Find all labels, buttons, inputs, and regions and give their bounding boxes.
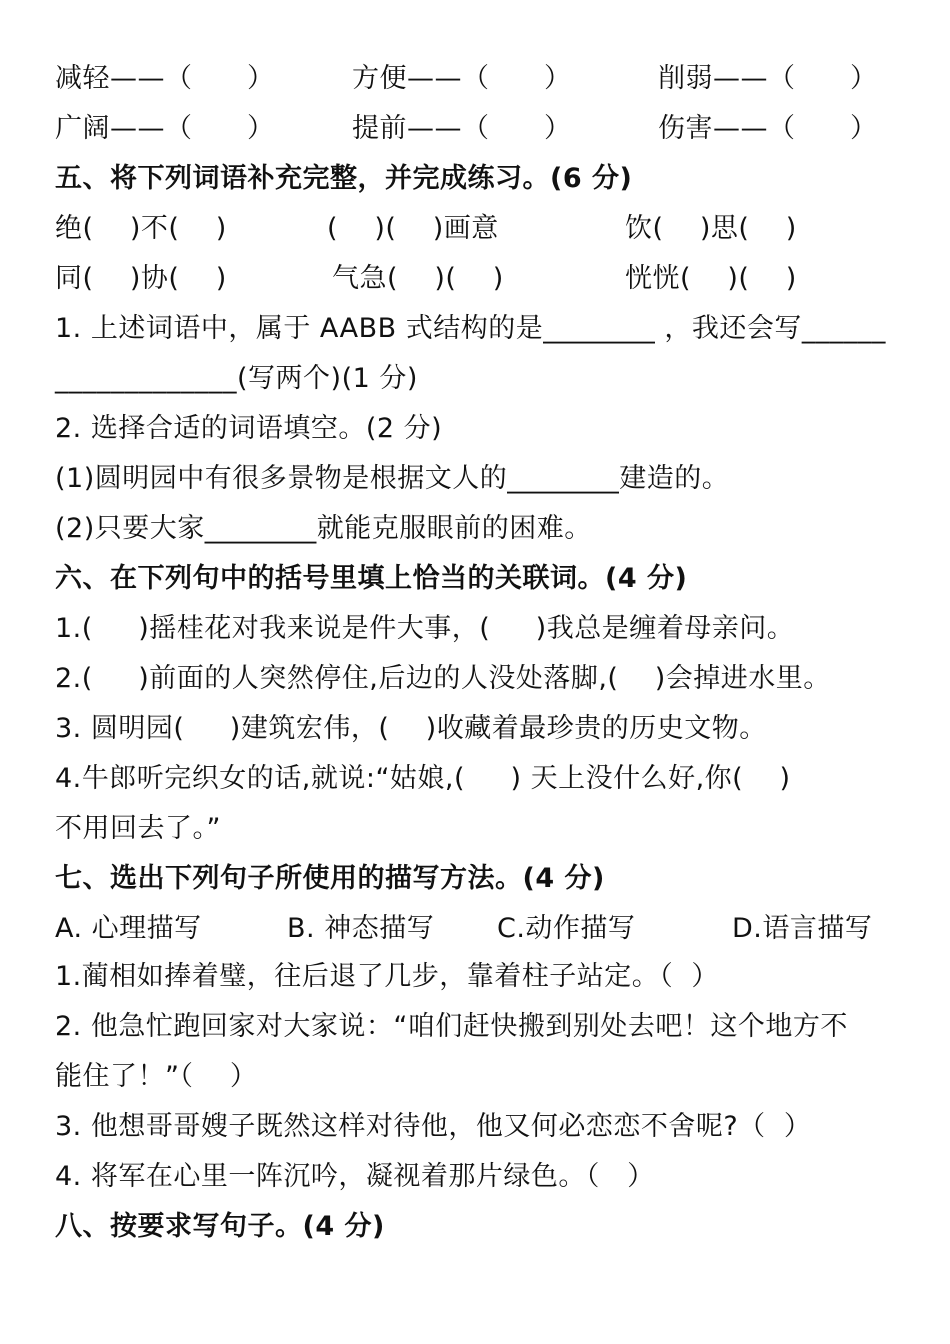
option-a: A. 心理描写 — [55, 913, 202, 944]
idiom-item: ( )( )画意 — [327, 213, 499, 244]
question-6-4-line-2: 不用回去了。” — [55, 813, 221, 844]
question-7-2-line-1: 2. 他急忙跑回家对大家说：“咱们赶快搬到别处去吧！这个地方不 — [55, 1011, 848, 1042]
question-6-1: 1.( )摇桂花对我来说是件大事，( )我总是缠着母亲问。 — [55, 613, 795, 644]
section-6-title: 六、在下列句中的括号里填上恰当的关联词。(4 分) — [55, 563, 688, 594]
section-5-title: 五、将下列词语补充完整，并完成练习。(6 分) — [55, 163, 633, 194]
section-7-title: 七、选出下列句子所使用的描写方法。(4 分) — [55, 863, 605, 894]
antonym-item: 方便——（ ） — [352, 63, 572, 94]
question-5-2-2: (2)只要大家________就能克服眼前的困难。 — [55, 513, 592, 544]
question-5-1-line-1: 1. 上述词语中，属于 AABB 式结构的是________ ，我还会写______ — [55, 313, 886, 344]
idiom-item: 绝( )不( ) — [55, 213, 227, 244]
antonym-item: 削弱——（ ） — [658, 63, 878, 94]
question-5-2: 2. 选择合适的词语填空。(2 分) — [55, 413, 443, 444]
question-7-1: 1.蔺相如捧着璧，往后退了几步，靠着柱子站定。（ ） — [55, 961, 719, 992]
question-5-2-1: (1)圆明园中有很多景物是根据文人的________建造的。 — [55, 463, 730, 494]
question-7-4: 4. 将军在心里一阵沉吟，凝视着那片绿色。（ ） — [55, 1161, 655, 1192]
question-5-1-line-2: _____________(写两个)(1 分) — [55, 363, 418, 394]
antonym-item: 广阔——（ ） — [55, 113, 275, 144]
question-7-3: 3. 他想哥哥嫂子既然这样对待他，他又何必恋恋不舍呢?（ ） — [55, 1111, 812, 1142]
idiom-item: 饮( )思( ) — [625, 213, 797, 244]
idiom-item: 恍恍( )( ) — [625, 263, 797, 294]
option-d: D.语言描写 — [732, 913, 873, 944]
question-6-4-line-1: 4.牛郎听完织女的话,就说:“姑娘,( ) 天上没什么好,你( ) — [55, 763, 791, 794]
option-b: B. 神态描写 — [287, 913, 435, 944]
antonym-item: 减轻——（ ） — [55, 63, 275, 94]
section-8-title: 八、按要求写句子。(4 分) — [55, 1211, 385, 1242]
question-6-2: 2.( )前面的人突然停住,后边的人没处落脚,( )会掉进水里。 — [55, 663, 831, 694]
idiom-item: 气急( )( ) — [332, 263, 504, 294]
antonym-item: 伤害——（ ） — [658, 113, 878, 144]
question-7-2-line-2: 能住了！”（ ） — [55, 1061, 258, 1092]
option-c: C.动作描写 — [497, 913, 636, 944]
question-6-3: 3. 圆明园( )建筑宏伟，( )收藏着最珍贵的历史文物。 — [55, 713, 767, 744]
antonym-item: 提前——（ ） — [352, 113, 572, 144]
idiom-item: 同( )协( ) — [55, 263, 227, 294]
